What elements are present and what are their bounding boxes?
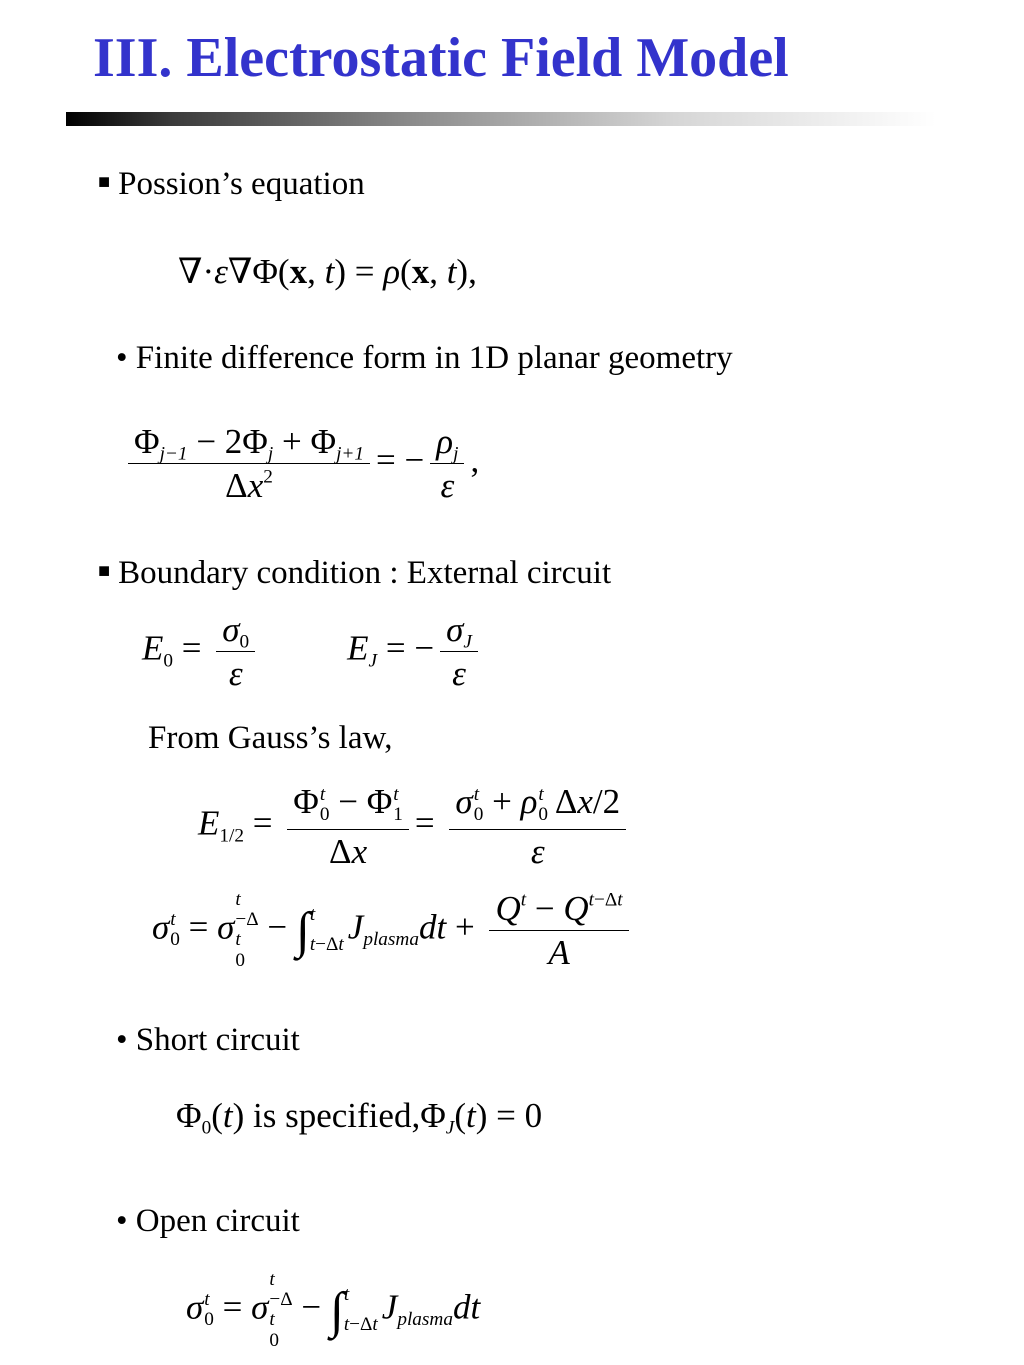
finite-difference-equation: $\frac{\Phi_{j-1} - 2\Phi_j + \Phi_{j+1}}{\Delta x^2}$ = − $\frac{\rho_j}{\varepsilon}$ , (122, 424, 479, 503)
gauss-law-equation: $E_{1/2}$ = Φ t 0 − Φ t 1 Δx = σ t 0 + ρ t 0 Δx/2 ε (198, 784, 632, 869)
open-circuit-equation: σ t 0 = σ t −Δ t 0 − ∫ t t−Δt $J_{plasma}dt$ (186, 1269, 481, 1351)
bullet-poisson (98, 166, 365, 203)
slide-title: III. Electrostatic Field Model (93, 27, 789, 89)
bullet-boundary-text: Boundary condition : External circuit (118, 555, 612, 591)
title-divider (66, 112, 936, 126)
short-circuit-equation: $\Phi_0(t)$ is $specified,\Phi_J(t) = 0$ (176, 1096, 543, 1139)
bullet-open-circuit: • Open circuit (116, 1203, 300, 1239)
square-bullet-icon: ■ (98, 560, 111, 582)
surface-charge-equation: σ t 0 = σ t −Δ t 0 − ∫ t t−Δt $J_{plasma}dt$ + $\frac{Q^t - Q^{t-\Delta t}}{A}$ (152, 890, 635, 971)
poisson-equation: ∇·ε∇Φ(x, t) = ρ(x, t), (178, 252, 477, 291)
short-circuit-text: is specified, (253, 1096, 421, 1135)
bullet-finite-difference: • Finite difference form in 1D planar geometry (116, 340, 733, 376)
bullet-short-circuit: • Short circuit (116, 1022, 300, 1058)
bullet-boundary (98, 555, 611, 592)
square-bullet-icon: ■ (98, 171, 111, 193)
gauss-law-text: From Gauss’s law, (148, 720, 393, 756)
bullet-poisson-text: Possion’s equation (118, 166, 365, 202)
boundary-field-equations: $E_0$ = $\frac{\sigma_0}{\varepsilon}$ $E_J$ = − $\frac{\sigma_J}{\varepsilon}$ (142, 612, 484, 691)
